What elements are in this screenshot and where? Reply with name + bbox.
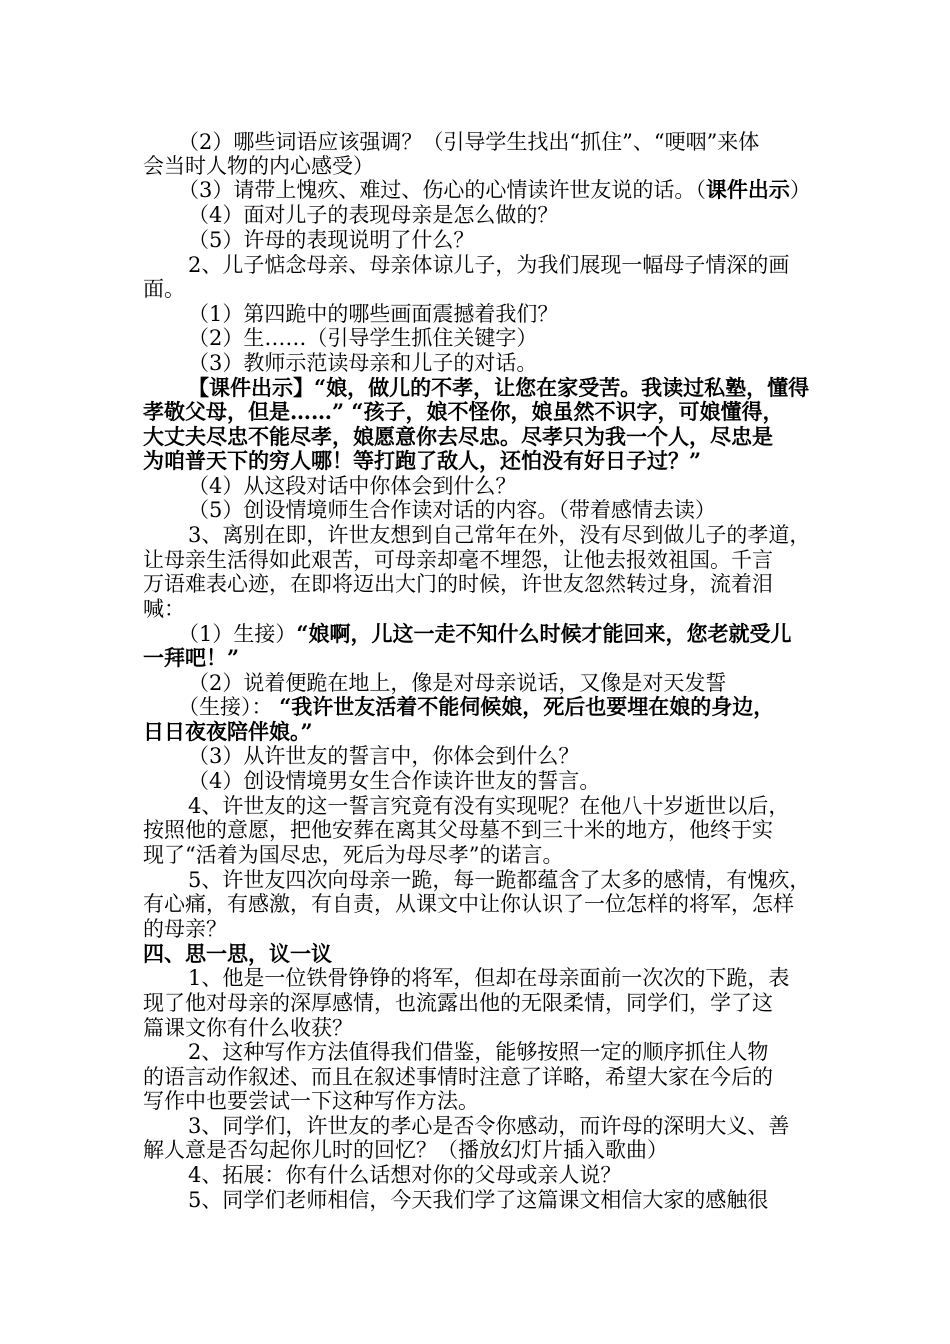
bold-text: 孝敬父母，但是……” “孩子，娘不怪你，娘虽然不识字，可娘懂得， xyxy=(143,399,784,424)
text-segment: 5、同学们老师相信，今天我们学了这篇课文相信大家的感触很 xyxy=(188,1188,769,1212)
text-line xyxy=(143,425,773,449)
text-segment: 的语言动作叙述、而且在叙述事情时注意了详略，希望大家在今后的 xyxy=(143,1065,773,1089)
text-line xyxy=(143,942,332,966)
text-segment: 1、他是一位铁骨铮铮的将军，但却在母亲面前一次次的下跪，表 xyxy=(188,966,790,990)
text-line xyxy=(188,228,474,252)
text-line xyxy=(188,523,810,547)
text-segment: ） xyxy=(789,178,811,202)
text-segment: （4）面对儿子的表现母亲是怎么做的？ xyxy=(188,203,559,227)
text-line xyxy=(143,572,773,596)
text-line xyxy=(143,1016,353,1040)
text-segment: （4）创设情境男女生合作读许世友的誓言。 xyxy=(188,769,601,793)
text-segment: （2）生……（引导学生抓住关键字） xyxy=(188,326,538,350)
text-line xyxy=(188,671,726,695)
text-segment: 篇课文你有什么收获？ xyxy=(143,1016,353,1040)
text-segment: 3、离别在即，许世友想到自己常年在外，没有尽到做儿子的孝道， xyxy=(188,523,811,547)
text-segment: 解人意是否勾起你儿时的回忆？（播放幻灯片插入歌曲） xyxy=(143,1138,668,1162)
text-segment: 按照他的意愿，把他安葬在离其父母墓不到三十米的地方，他终于实 xyxy=(143,818,773,842)
bold-text: 课件出示 xyxy=(705,177,790,202)
text-line xyxy=(188,1163,621,1187)
text-line xyxy=(143,1089,479,1113)
text-segment: （1）生接） xyxy=(178,622,297,646)
text-segment: （2）说着便跪在地上，像是对母亲说话，又像是对天发誓 xyxy=(188,671,727,695)
text-line xyxy=(143,1138,668,1162)
text-segment: 3、同学们，许世友的孝心是否令你感动，而许母的深明大义、善 xyxy=(188,1114,790,1138)
text-segment: 4、拓展：你有什么话想对你的父母或亲人说？ xyxy=(188,1163,622,1187)
text-line xyxy=(143,277,185,301)
text-segment: （3）教师示范读母亲和儿子的对话。 xyxy=(188,351,538,375)
text-segment: 的母亲？ xyxy=(143,917,227,941)
text-line xyxy=(188,302,558,326)
text-line xyxy=(188,744,579,768)
text-line xyxy=(188,1114,789,1138)
text-segment: （1）第四跪中的哪些画面震撼着我们？ xyxy=(188,302,559,326)
bold-text: 【课件出示】“娘，做儿的不孝，让您在家受苦。我读过私塾，懂得 xyxy=(188,375,810,400)
text-segment: 让母亲生活得如此艰苦，可母亲却毫不埋怨，让他去报效祖国。千言 xyxy=(143,548,773,572)
text-line xyxy=(178,622,791,646)
text-line xyxy=(188,253,789,277)
text-line xyxy=(143,597,185,621)
text-line xyxy=(188,794,789,818)
text-line xyxy=(178,130,759,154)
text-line xyxy=(143,818,773,842)
text-line xyxy=(178,178,811,202)
text-line xyxy=(188,376,809,400)
text-line xyxy=(188,769,600,793)
text-segment: 会当时人物的内心感受） xyxy=(143,154,374,178)
text-segment: （4）从这段对话中你体会到什么？ xyxy=(188,474,517,498)
text-segment: 面。 xyxy=(143,277,185,301)
bold-text: 大丈夫尽忠不能尽孝，娘愿意你去尽忠。尽孝只为我一个人，尽忠是 xyxy=(143,424,773,449)
text-line xyxy=(143,991,773,1015)
text-line xyxy=(143,917,227,941)
text-segment: （5）创设情境师生合作读对话的内容。（带着感情去读） xyxy=(188,498,716,522)
text-line xyxy=(143,548,773,572)
text-line xyxy=(188,868,810,892)
text-line xyxy=(188,326,537,350)
text-segment: 喊： xyxy=(143,597,185,621)
text-line xyxy=(188,351,537,375)
text-line xyxy=(188,474,516,498)
text-line xyxy=(143,646,239,670)
text-line xyxy=(143,843,563,867)
text-segment: 4、许世友的这一誓言究竟有没有实现呢？在他八十岁逝世以后， xyxy=(188,794,790,818)
text-segment: 写作中也要尝试一下这种写作方法。 xyxy=(143,1089,479,1113)
text-segment: （3）从许世友的誓言中，你体会到什么？ xyxy=(188,744,580,768)
bold-text: 日日夜夜陪伴娘。” xyxy=(143,719,313,744)
text-segment: （5）许母的表现说明了什么？ xyxy=(188,228,475,252)
text-line xyxy=(188,966,789,990)
text-segment: 有心痛，有感激，有自责，从课文中让你认识了一位怎样的将军，怎样 xyxy=(143,892,794,916)
bold-text: 一拜吧！” xyxy=(143,645,240,670)
text-line xyxy=(188,1040,768,1064)
bold-text: 四、思一思，议一议 xyxy=(143,941,332,966)
text-segment: （3）请带上愧疚、难过、伤心的心情读许世友说的话。（ xyxy=(178,178,706,202)
text-segment: 2、这种写作方法值得我们借鉴，能够按照一定的顺序抓住人物 xyxy=(188,1040,769,1064)
text-line xyxy=(143,720,313,744)
text-line xyxy=(143,449,701,473)
text-segment: 现了“活着为国尽忠，死后为母尽孝”的诺言。 xyxy=(143,843,564,867)
text-line xyxy=(143,154,374,178)
text-segment: 5、许世友四次向母亲一跪，每一跪都蕴含了太多的感情，有愧疚， xyxy=(188,868,811,892)
text-segment: 2、儿子惦念母亲、母亲体谅儿子，为我们展现一幅母子情深的画 xyxy=(188,253,790,277)
text-line xyxy=(188,203,558,227)
text-line xyxy=(143,1065,773,1089)
bold-text: “我许世友活着不能伺候娘，死后也要埋在娘的身边， xyxy=(279,694,775,719)
text-segment: （生接）： xyxy=(178,695,280,719)
bold-text: “娘啊，儿这一走不知什么时候才能回来，您老就受儿 xyxy=(296,621,792,646)
bold-text: 为咱普天下的穷人哪！等打跑了敌人，还怕没有好日子过？” xyxy=(143,448,702,473)
text-line xyxy=(143,400,783,424)
text-line xyxy=(178,695,774,719)
text-line xyxy=(143,892,794,916)
text-line xyxy=(188,498,716,522)
text-segment: （2）哪些词语应该强调？（引导学生找出“抓住”、“哽咽”来体 xyxy=(178,130,760,154)
text-segment: 现了他对母亲的深厚感情，也流露出他的无限柔情，同学们，学了这 xyxy=(143,991,773,1015)
text-segment: 万语难表心迹，在即将迈出大门的时候，许世友忽然转过身，流着泪 xyxy=(143,572,773,596)
text-line xyxy=(188,1188,768,1212)
